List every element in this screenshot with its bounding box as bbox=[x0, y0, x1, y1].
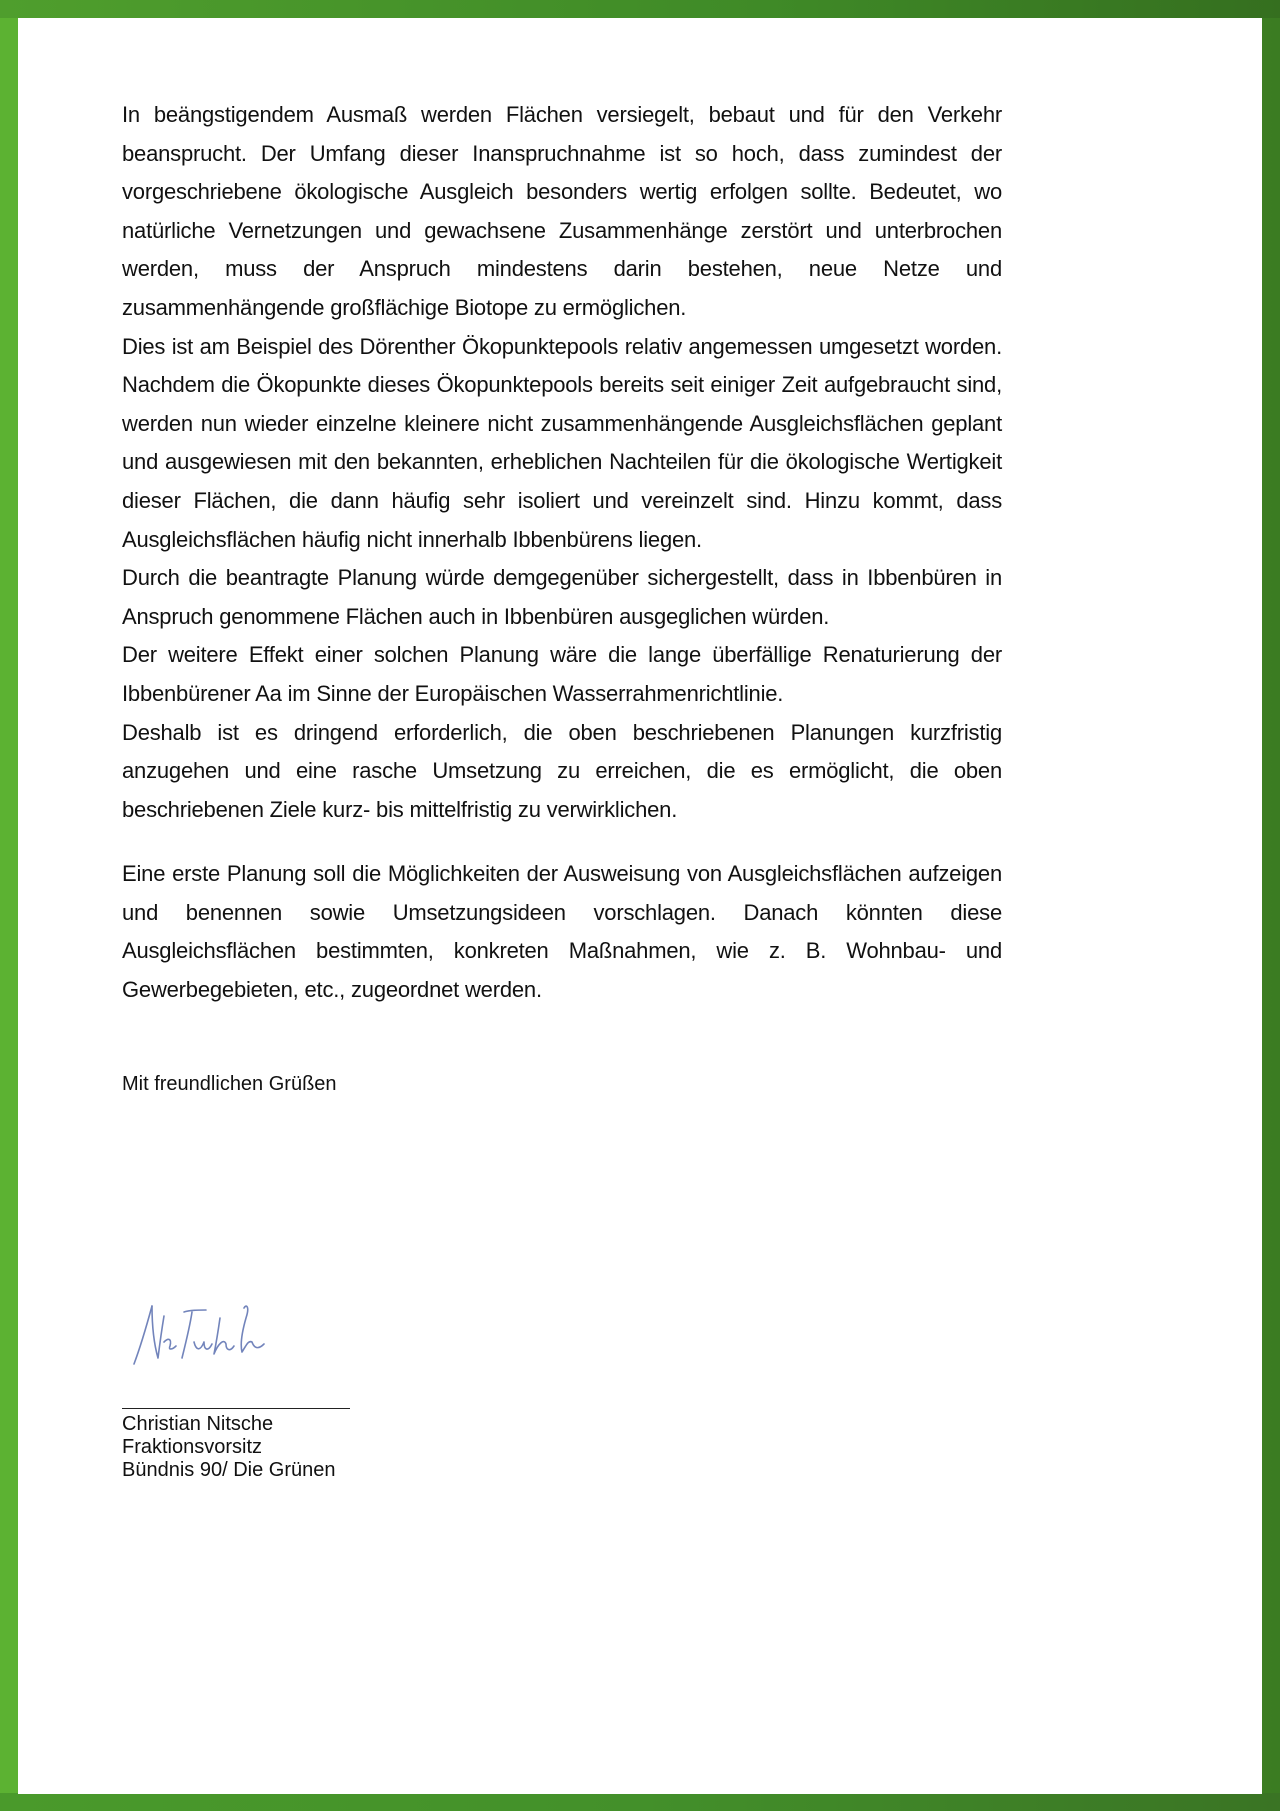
paragraph-5: Deshalb ist es dringend erforderlich, die oben beschriebenen Planungen kurzfristig anzugehen und eine rasche Umsetzung zu erreichen, die es ermöglicht, die oben beschriebenen Ziele kurz- bis mittelfristig zu verwirklichen. bbox=[122, 719, 1002, 822]
paragraph-4: Der weitere Effekt einer solchen Planung wäre die lange überfällige Renaturierung der Ibbenbürener Aa im Sinne der Europäischen Wasserrahmenrichtlinie. bbox=[122, 642, 1002, 706]
letter-body bbox=[122, 96, 1002, 1010]
paragraph-spacer bbox=[122, 829, 1002, 855]
green-border-bottom bbox=[0, 1793, 1280, 1811]
signer-name: Christian Nitsche bbox=[122, 1413, 274, 1435]
paragraph-6: Eine erste Planung soll die Möglichkeiten der Ausweisung von Ausgleichsflächen aufzeigen und benennen sowie Umsetzungsideen vorschlagen. Danach könnten diese Ausgleichsflächen bestimmten, konkreten Maßnahmen, wie z. B. Wohnbau- und Gewerbegebieten, etc., zugeordnet werden. bbox=[122, 861, 1002, 1003]
signer-block bbox=[122, 1413, 335, 1482]
signer-organization: Bündnis 90/ Die Grünen bbox=[122, 1459, 336, 1481]
signer-role: Fraktionsvorsitz bbox=[122, 1436, 263, 1458]
paragraph-2: Dies ist am Beispiel des Dörenther Ökopunktepools relativ angemessen umgesetzt worden. Nachdem die Ökopunkte dieses Ökopunktepools bereits seit einiger Zeit aufgebraucht sind, werden nun wieder einzelne kleinere nicht zusammenhängende Ausgleichsflächen geplant und ausgewiesen mit den bekannten, erheblichen Nachteilen für die ökologische Wertigkeit dieser Flächen, die dann häufig sehr isoliert und vereinzelt sind. Hinzu kommt, dass Ausgleichsflächen häufig nicht innerhalb Ibbenbürens liegen. bbox=[122, 333, 1002, 552]
signature-icon bbox=[128, 1298, 268, 1368]
signature-line bbox=[122, 1408, 350, 1409]
paragraph-1: In beängstigendem Ausmaß werden Flächen versiegelt, bebaut und für den Verkehr beansprucht. Der Umfang dieser Inanspruchnahme ist so hoch, dass zumindest der vorgeschriebene ökologische Ausgleich besonders wertig erfolgen sollte. Bedeutet, wo natürliche Vernetzungen und gewachsene Zusammenhänge zerstört und unterbrochen werden, muss der Anspruch mindestens darin bestehen, neue Netze und zusammenhängende großflächige Biotope zu ermöglichen. bbox=[122, 102, 1002, 320]
green-border-top bbox=[0, 0, 1280, 18]
paragraph-3: Durch die beantragte Planung würde demgegenüber sichergestellt, dass in Ibbenbüren in Anspruch genommene Flächen auch in Ibbenbüren ausgeglichen würden. bbox=[122, 565, 1002, 629]
closing-salutation: Mit freundlichen Grüßen bbox=[122, 1073, 337, 1095]
